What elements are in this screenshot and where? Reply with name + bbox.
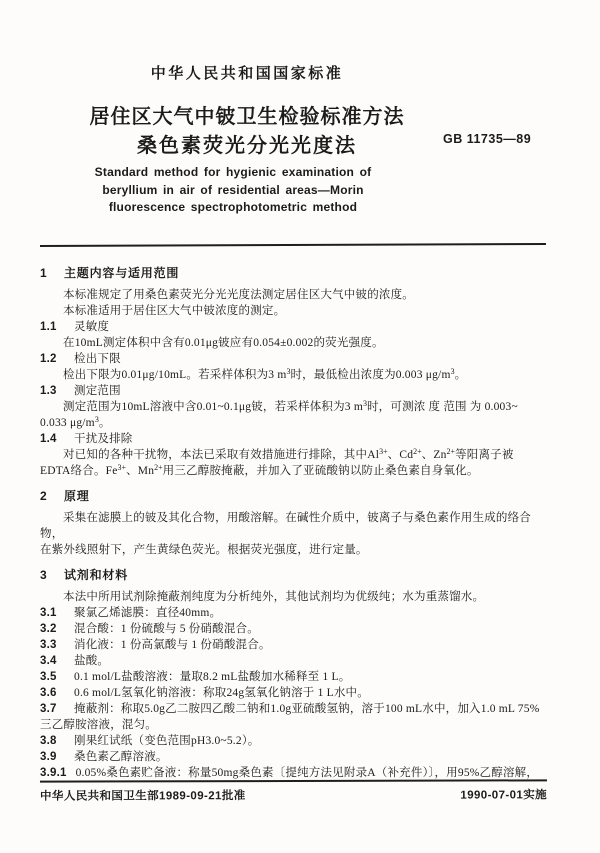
line-text: 刚果红试纸（变色范围pH3.0~5.2）。: [74, 735, 260, 747]
clause-number: 1.2: [40, 353, 57, 365]
clause-line: [40, 351, 549, 367]
footer-row: [40, 781, 547, 803]
text-line: [40, 542, 549, 558]
clause-line: [40, 653, 549, 669]
clause-line: [40, 669, 549, 685]
line-text: 混合酸：1 份硫酸与 5 份硝酸混合。: [74, 623, 259, 635]
clause-line: [40, 621, 549, 637]
line-text: 在紫外线照射下，产生黄绿色荧光。根据荧光强度，进行定量。: [40, 544, 368, 556]
line-text: 检出下限为0.01μg/10mL。若采样体积为3 $m^3$时，最低检出浓度为0.003 $\mu g/m^3$。: [63, 367, 467, 381]
standard-number: GB 11735—89: [443, 132, 532, 146]
line-text: 消化液：1 份高氯酸与 1 份硝酸混合。: [74, 639, 271, 651]
line-text: 聚氯乙烯滤膜：直径40mm。: [74, 607, 222, 619]
title-en-line1: Standard method for hygienic examination of: [94, 165, 372, 179]
line-text: 在10mL测定体积中含有0.01μg铍应有0.054±0.002的荧光强度。: [63, 337, 384, 349]
title-en-line3: fluorescence spectrophotometric method: [108, 200, 358, 214]
line-text: 桑色素乙醇溶液。: [74, 751, 168, 763]
clause-number: 1.3: [40, 385, 57, 397]
text-line: [40, 415, 549, 431]
section-heading: [40, 488, 549, 504]
clause-number: 1: [40, 266, 48, 280]
clause-line: [40, 637, 549, 653]
text-line: [40, 367, 549, 383]
line-text: 0.05%桑色素贮备液：称量50mg桑色素〔提纯方法见附录A（补充件）〕，用95%乙醇溶解，: [75, 767, 539, 779]
implementation-text: 1990-07-01实施: [460, 789, 548, 802]
page-footer: [40, 779, 547, 803]
text-line: [40, 335, 549, 351]
document-title-en: [26, 164, 440, 217]
clause-number: 3.8: [40, 735, 57, 747]
clause-number: 3.7: [40, 703, 57, 715]
line-text: 本法中所用试剂除掩蔽剂纯度为分析纯外，其他试剂均为优级纯；水为重蒸馏水。: [63, 591, 485, 603]
clause-number: 1.1: [40, 321, 57, 333]
clause-number: 2: [40, 489, 48, 503]
line-text: 本标准适用于居住区大气中铍浓度的测定。: [63, 305, 286, 317]
text-line: [40, 510, 549, 542]
approval-text: 中华人民共和国卫生部1989-09-21批准: [39, 790, 246, 803]
clause-line: [40, 431, 549, 447]
text-line: [40, 717, 549, 733]
line-text: 采集在滤膜上的铍及其化合物，用酸溶解。在碱性介质中，铍离子与桑色素作用生成的络合物，: [40, 512, 531, 540]
line-text: 测定范围: [74, 385, 121, 397]
text-line: [40, 303, 549, 319]
line-text: 0.1 mol/L盐酸溶液：量取8.2 mL盐酸加水稀释至 1 L。: [74, 671, 351, 683]
line-text: 本标准规定了用桑色素荧光分光光度法测定居住区大气中铍的浓度。: [63, 289, 414, 301]
clause-number: 3.4: [40, 655, 57, 667]
line-text: 三乙醇胺溶液，混匀。: [40, 719, 157, 731]
text-line: [40, 589, 549, 605]
document-body: [40, 256, 549, 781]
line-text: 灵敏度: [74, 321, 110, 333]
text-line: [40, 447, 549, 463]
line-text: 主题内容与适用范围: [64, 266, 180, 280]
clause-line: [40, 383, 549, 399]
header-divider-rule: [40, 243, 546, 247]
title-en-line2: beryllium in air of residential areas—Morin: [102, 182, 364, 197]
text-line: [40, 463, 549, 479]
clause-line: [40, 701, 549, 717]
clause-line: [40, 733, 549, 749]
clause-number: 1.4: [40, 433, 57, 445]
clause-line: [40, 749, 549, 765]
section-heading: [40, 567, 549, 583]
clause-number: 3.2: [40, 623, 57, 635]
clause-line: [40, 685, 549, 701]
document-title-zh-line2: 桑色素荧光分光光度法: [137, 135, 357, 157]
text-line: [40, 399, 549, 415]
document-title-zh-line1: 居住区大气中铍卫生检验标准方法: [89, 106, 405, 128]
line-text: 试剂和材料: [64, 568, 129, 582]
line-text: 测定范围为10mL溶液中含0.01~0.1μg铍，若采样体积为3 $m^3$时，可测浓 度 范围 为 0.003~: [63, 399, 518, 413]
line-text: 检出下限: [74, 353, 121, 365]
standard-label: 中华人民共和国国家标准: [150, 65, 344, 82]
clause-number: 3.5: [40, 671, 57, 683]
clause-line: [40, 605, 549, 621]
line-text: 对已知的各种干扰物，本法已采取有效措施进行排除，其中$Al^{3+}$、$Cd^{2+}$、$Zn^{2+}$等阳离子被: [63, 447, 514, 461]
clause-number: 3.6: [40, 687, 57, 699]
section-heading: [40, 265, 549, 281]
clause-number: 3.9.1: [40, 767, 67, 779]
line-text: 干扰及排除: [74, 433, 133, 445]
clause-number: 3.3: [40, 639, 57, 651]
line-text: EDTA络合。$Fe^{3+}$、$Mn^{2+}$用三乙醇胺掩蔽，并加入了亚硫酸钠以防止桑色素自身氧化。: [40, 463, 479, 477]
line-text: 原理: [64, 489, 90, 503]
line-text: 0.033 $\mu g/m^3$。: [40, 415, 111, 429]
clause-number: 3.9: [40, 751, 57, 763]
line-text: 掩蔽剂：称取5.0g乙二胺四乙酸二钠和1.0g亚硫酸氢钠，溶于100 mL水中，加入1.0 mL 75%: [74, 703, 540, 715]
clause-number: 3.1: [40, 607, 57, 619]
clause-line: [40, 319, 549, 335]
text-line: [40, 287, 549, 303]
line-text: 盐酸。: [74, 655, 110, 667]
clause-number: 3: [40, 568, 48, 582]
line-text: 0.6 mol/L氢氧化钠溶液：称取24g氢氧化钠溶于 1 L水中。: [74, 687, 369, 699]
